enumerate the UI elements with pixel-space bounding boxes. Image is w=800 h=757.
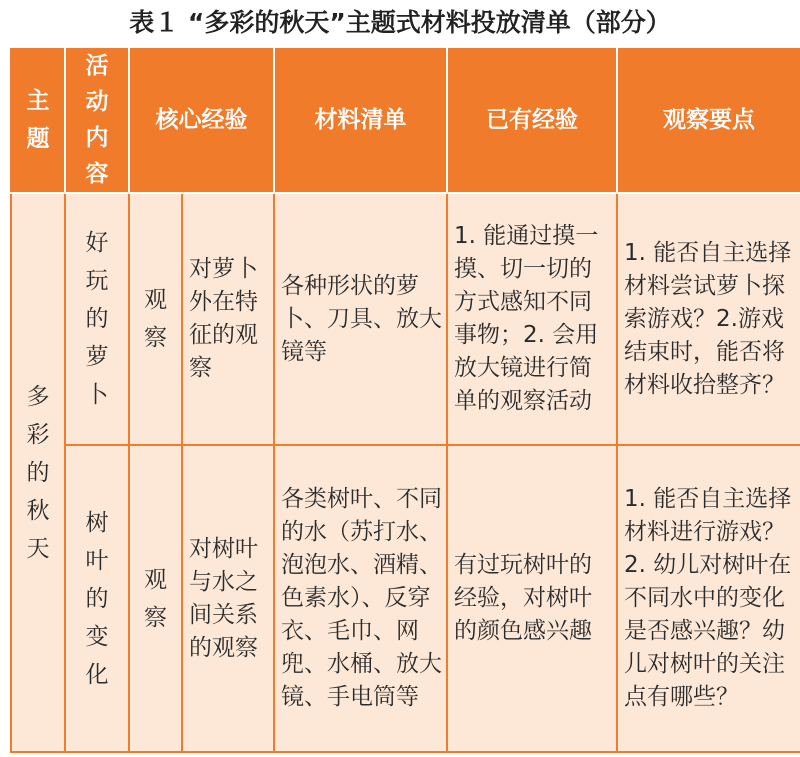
materials-cell: 各类树叶、不同的水（苏打水、泡泡水、酒精、色素水）、反穿衣、毛巾、网兜、水桶、放大镜、手电筒等: [274, 445, 447, 752]
activity-cell: 好玩的萝卜: [65, 193, 129, 445]
header-prior-experience: 已有经验: [447, 47, 617, 193]
material-list-table: [10, 46, 800, 753]
header-activity: 活动内容: [65, 47, 129, 193]
core-desc-cell: 对树叶与水之间关系的观察: [182, 445, 274, 752]
observation-cell: 1. 能否自主选择材料进行游戏？2. 幼儿对树叶在不同水中的变化是否感兴趣？幼儿对树叶的关注点有哪些？: [617, 445, 800, 752]
prior-experience-cell: 1. 能通过摸一摸、切一切的方式感知不同事物；2. 会用放大镜进行简单的观察活动: [447, 193, 617, 445]
table-row: [11, 445, 800, 752]
core-desc-cell: 对萝卜外在特征的观察: [182, 193, 274, 445]
prior-experience-cell: 有过玩树叶的经验，对树叶的颜色感兴趣: [447, 445, 617, 752]
header-row: [11, 47, 800, 193]
header-observation-points: 观察要点: [617, 47, 800, 193]
header-core-experience: 核心经验: [129, 47, 274, 193]
header-theme: 主题: [11, 47, 65, 193]
table-caption: 表１ “多彩的秋天”主题式材料投放清单（部分）: [129, 8, 671, 37]
core-type-cell: 观察: [129, 193, 182, 445]
theme-cell: 多彩的秋天: [11, 193, 65, 752]
observation-cell: 1. 能否自主选择材料尝试萝卜探索游戏？2.游戏结束时，能否将材料收拾整齐？: [617, 193, 800, 445]
core-type-cell: 观察: [129, 445, 182, 752]
table-row: [11, 193, 800, 445]
header-materials: 材料清单: [274, 47, 447, 193]
activity-cell: 树叶的变化: [65, 445, 129, 752]
materials-cell: 各种形状的萝卜、刀具、放大镜等: [274, 193, 447, 445]
